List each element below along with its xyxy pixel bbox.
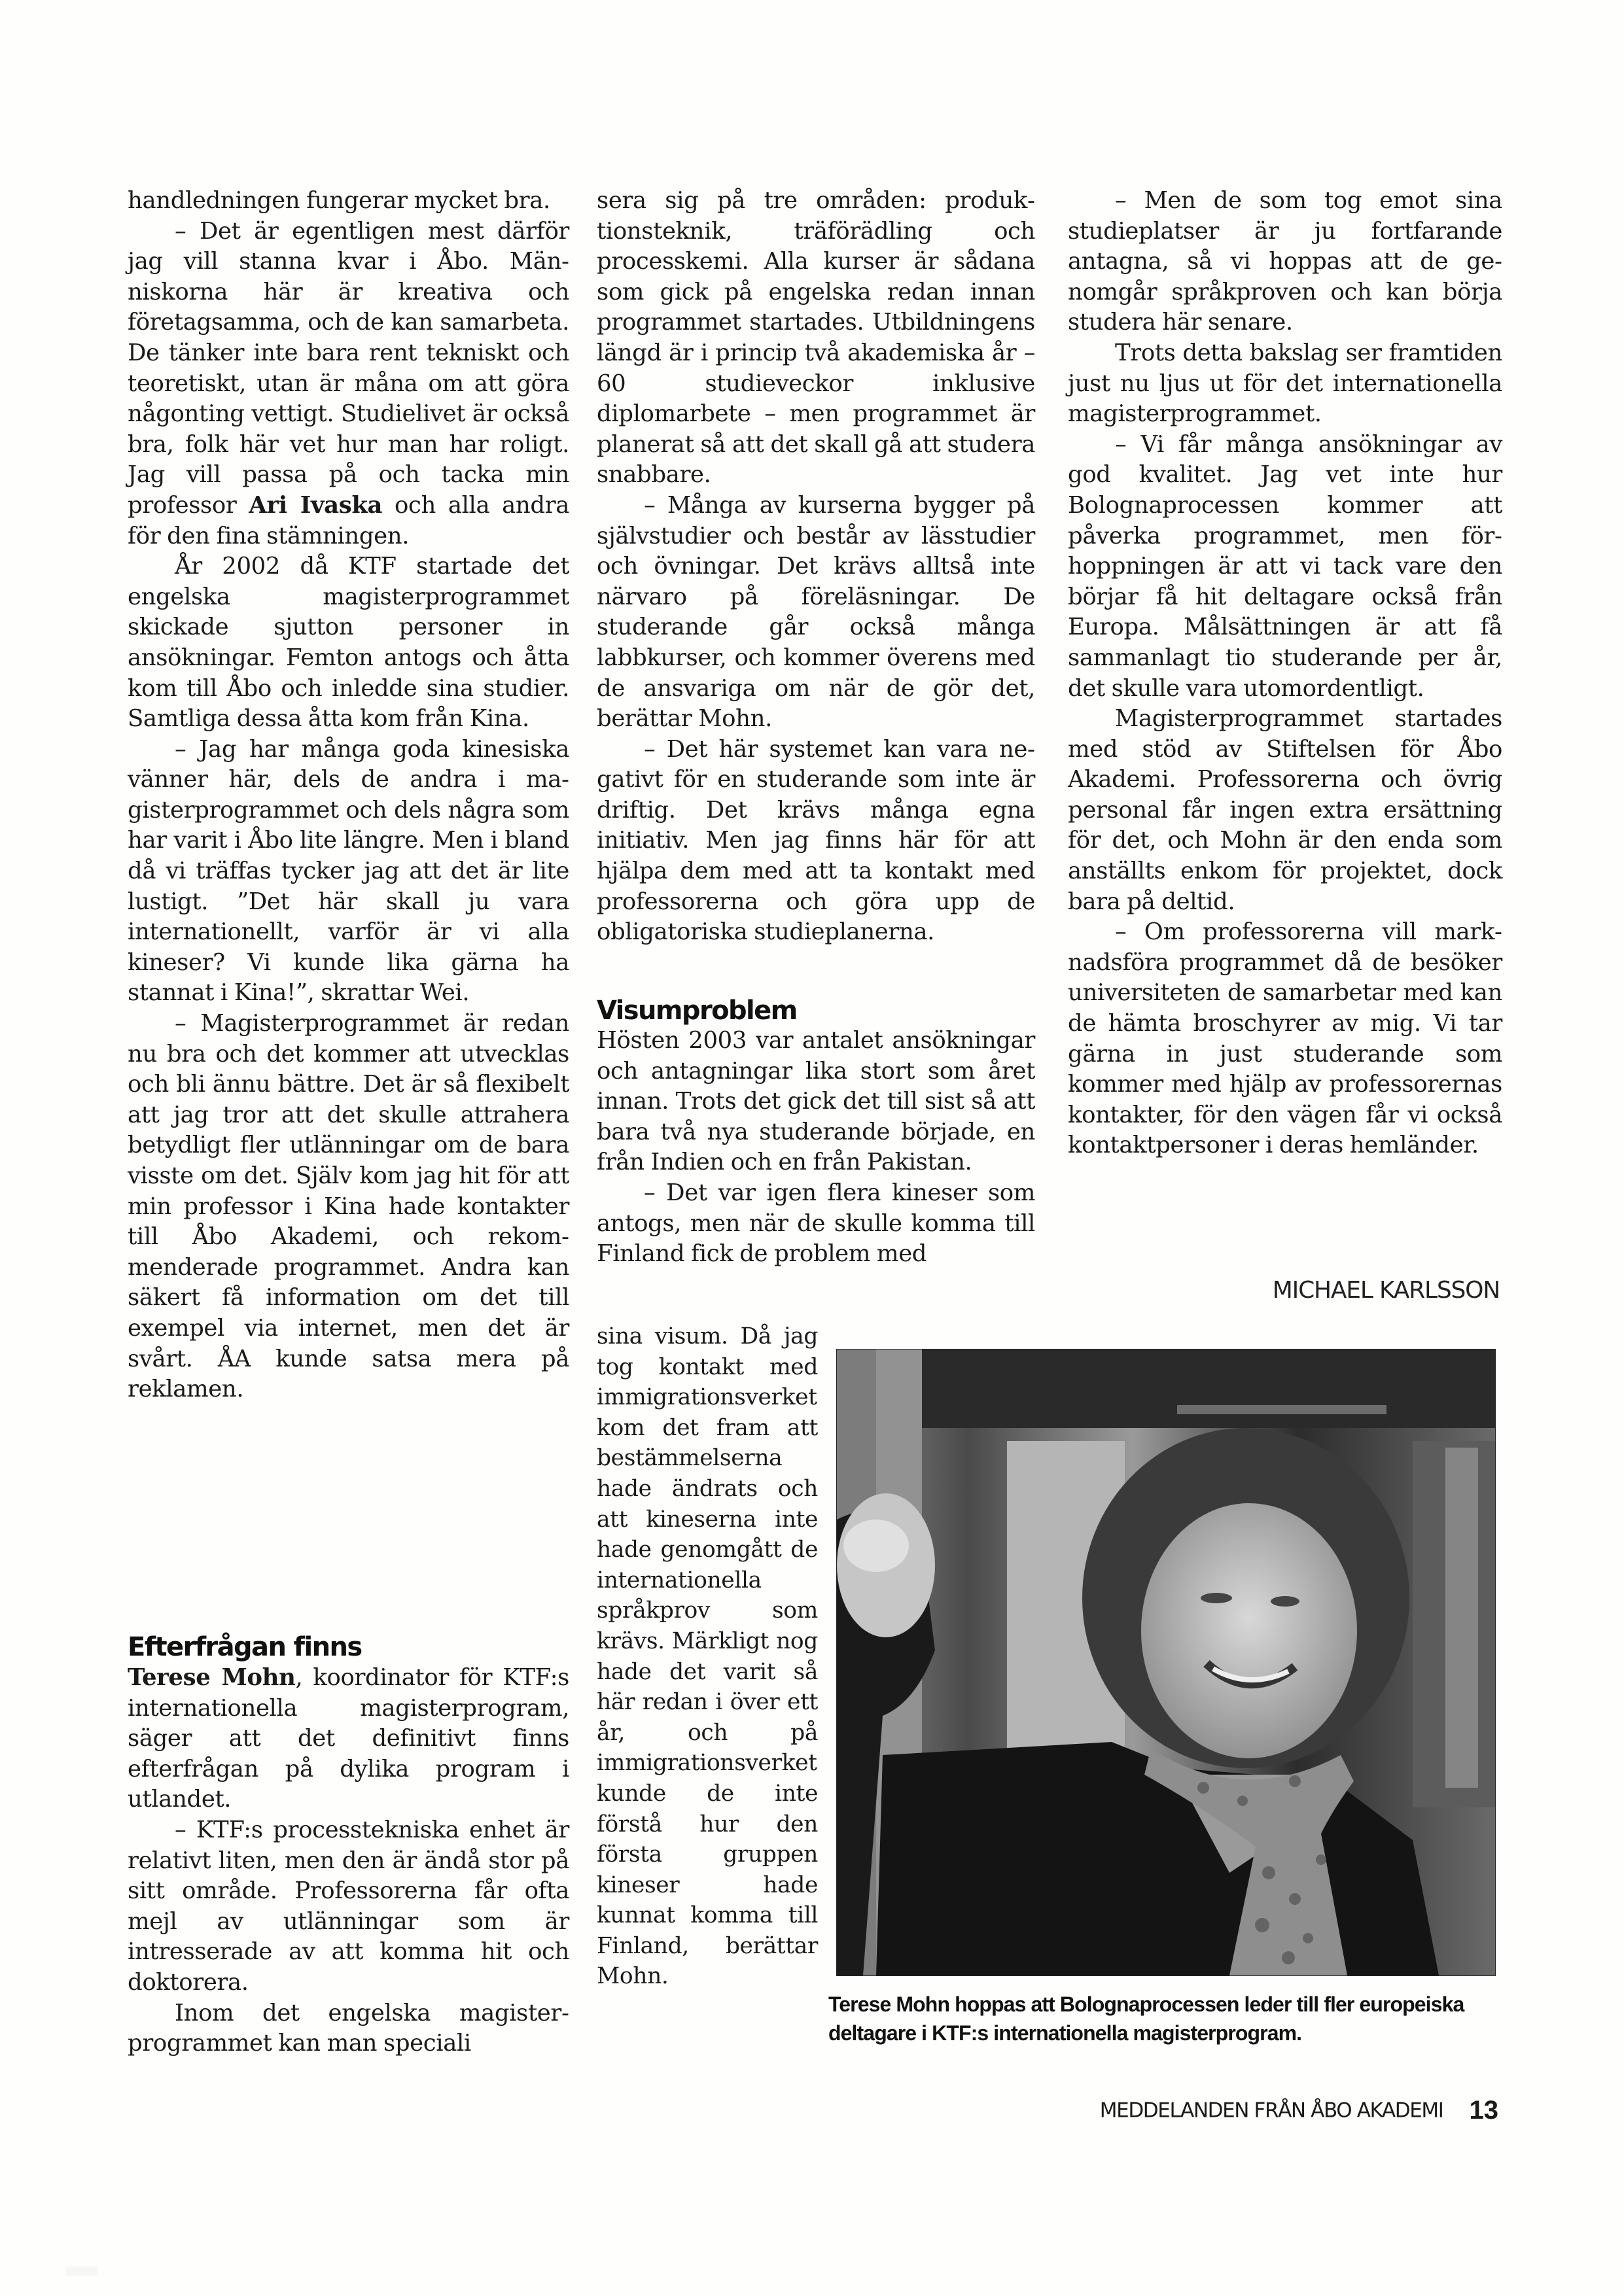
article-column-2-narrow (597, 1321, 818, 1992)
paragraph: – KTF:s processtekniska enhet är relativt liten, men den är ändå stor på sitt område. Professorerna får ofta mejl av utlänningar som är intresserade av att komma hit och doktorera. (128, 1816, 569, 1996)
bold-name: Terese Mohn (128, 1664, 296, 1691)
paragraph: – Magisterprogrammet är redan nu bra och det kommer att utvecklas och bli ännu bättre. Det är så flexibelt att jag tror att det skulle attrahera betydligt fler utlänningar om de bara visste om det. Själv kom jag hit för att min professor i Kina hade kontakter till Åbo Akademi, och rekommenderade programmet. Andra kan säkert få information om det till exempel via internet, men det är svårt. ÅA kunde satsa mera på reklamen. (128, 1010, 569, 1403)
paragraph (128, 1663, 569, 1815)
paragraph-text: och alla andra för den fina stämningen. (128, 491, 570, 549)
portrait-photo-icon (837, 1349, 1495, 1975)
scan-artifact (65, 2267, 98, 2276)
paragraph: handledningen fungerar mycket bra. (128, 187, 550, 214)
paragraph: sera sig på tre områden: produktionsteknik, träförädling och processkemi. Alla kurser är sådana som gick på engelska redan innan programmet startades. Utbildningens längd är i princip två akademiska år – 60 studieveckor inklusive diplomarbete – men programmet är planerat så att det skall gå att studera snabbare. (597, 187, 1035, 489)
photo-caption: Terese Mohn hoppas att Bolognaprocessen leder till fler europeiska deltagare i KTF:s internationella magisterprogram. (828, 1992, 1464, 2045)
page-number: 13 (1469, 2096, 1498, 2125)
section-heading: Efterfrågan finns (128, 1632, 362, 1662)
publication-name: MEDDELANDEN FRÅN ÅBO AKADEMI (1099, 2098, 1443, 2123)
paragraph-text: , koordinator för KTF:s internationella magisterprogram, säger att det definitivt finns efterfrågan på dylika program i utlandet. (128, 1664, 569, 1813)
paragraph: Inom det engelska magisterprogrammet kan man speciali (128, 1999, 569, 2057)
paragraph: – Det här systemet kan vara negativt för en studerande som inte är driftig. Det krävs många egna initiativ. Men jag finns här för att hjälpa dem med att ta kontakt med professorerna och göra upp de obligatoriska studieplanerna. (597, 735, 1035, 946)
paragraph: Magisterprogrammet startades med stöd av Stiftelsen för Åbo Akademi. Professorerna och övrig personal får ingen extra ersättning för det, och Mohn är den enda som anställts enkom för projektet, dock bara på deltid. (1068, 705, 1502, 915)
article-column-2-middle (597, 1026, 1035, 1270)
paragraph: sina visum. Då jag tog kontakt med immigrationsverket kom det fram att bestämmelserna hade ändrats och att kineserna inte hade genomgått de internationella språkprov som krävs. Märkligt nog hade det varit så här redan i över ett år, och på immigrationsverket kunde de inte förstå hur den första gruppen kineser hade kunnat komma till Finland, berättar Mohn. (597, 1323, 818, 1990)
article-column-3 (1068, 186, 1502, 1161)
paragraph: – Det var igen flera kineser som antogs, men när de skulle komma till Finland fick de problem med (597, 1179, 1035, 1268)
section-heading: Visumproblem (597, 996, 797, 1026)
paragraph: – Jag har många goda kinesiska vänner här, dels de andra i magisterprogrammet och dels några som har varit i Åbo lite längre. Men i bland då vi träffas tycker jag att det är lite lustigt. ”Det här skall ju vara internationellt, varför är vi alla kineser? Vi kunde lika gärna ha stannat i Kina!”, skrattar Wei. (128, 735, 569, 1007)
paragraph: År 2002 då KTF startade det engelska magisterprogrammet skickade sjutton personer in ansökningar. Femton antogs och åtta kom till Åbo och inledde sina studier. Samtliga dessa åtta kom från Kina. (128, 553, 569, 733)
article-column-1 (128, 186, 569, 1405)
page-footer (1040, 2096, 1498, 2125)
paragraph (128, 217, 569, 552)
paragraph: – Många av kurserna bygger på självstudier och består av lässtudier och övningar. Det krävs alltså inte närvaro på föreläsningar. De studerande går också många labbkurser, och kommer överens med de ansvariga om när de gör det, berättar Mohn. (597, 491, 1035, 733)
author-byline: MICHAEL KARLSSON (1272, 1277, 1500, 1304)
article-column-1-lower (128, 1663, 569, 2059)
paragraph: – Om professorerna vill marknadsföra programmet då de besöker universiteten de samarbetar med kan de hämta broschyrer av mig. Vi tar gärna in just studerande som kommer med hjälp av professorernas kontakter, för den vägen får vi också kontaktpersoner i deras hemländer. (1068, 918, 1502, 1159)
article-column-2 (597, 186, 1035, 948)
portrait-photo (836, 1349, 1496, 1976)
paragraph: – Men de som tog emot sina studieplatser är ju fortfarande antagna, så vi hoppas att de genomgår språkproven och kan börja studera här senare. (1068, 187, 1502, 336)
paragraph: – Vi får många ansökningar av god kvalitet. Jag vet inte hur Bolognaprocessen kommer att påverka programmet, men förhoppningen är att vi tack vare den börjar få hit deltagare också från Europa. Målsättningen är att få sammanlagt tio studerande per år, det skulle vara utomordentligt. (1068, 430, 1502, 702)
paragraph-text: – Det är egentligen mest därför jag vill stanna kvar i Åbo. Människorna här är kreativa och företagsamma, och de kan samarbeta. De tänker inte bara rent tekniskt och teoretiskt, utan är måna om att göra någonting vettigt. Studielivet är också bra, folk här vet hur man har roligt. Jag vill passa på och tacka min professor (128, 217, 569, 519)
paragraph: Hösten 2003 var antalet ansökningar och antagningar lika stort som året innan. Trots det gick det till sist så att bara två nya studerande började, en från Indien och en från Pakistan. (597, 1027, 1035, 1176)
bold-name: Ari Ivaska (249, 491, 383, 519)
paragraph: Trots detta bakslag ser framtiden just nu ljus ut för det internationella magisterprogrammet. (1068, 339, 1502, 428)
